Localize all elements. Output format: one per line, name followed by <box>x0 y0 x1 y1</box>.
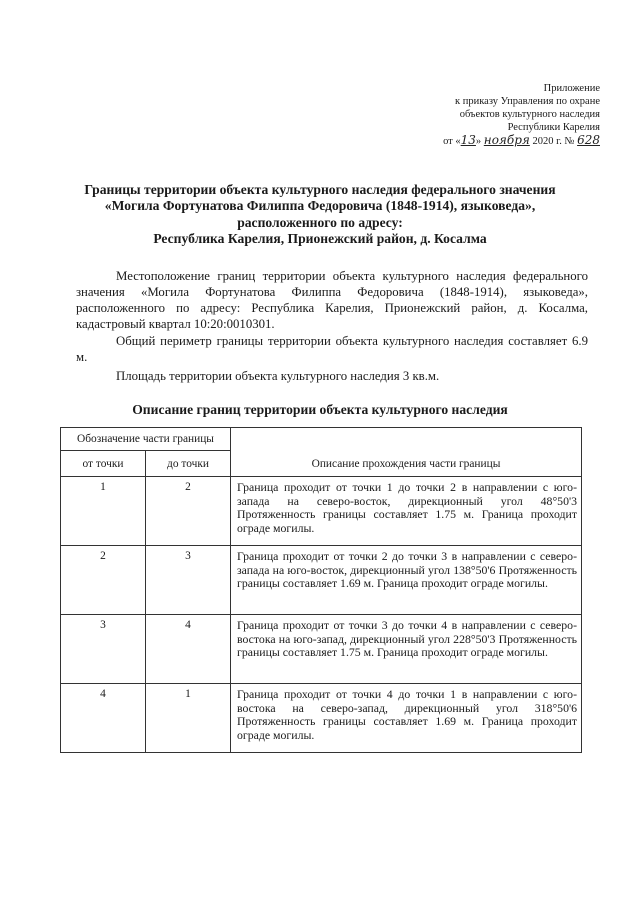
segment-description: Граница проходит от точки 3 до точки 4 в направлении с северо-востока на юго-запад, дирекционный угол 228°50'3 Протяженность границы составляет 1.75 м. Граница проходит ограде могилы. <box>231 615 582 684</box>
date-prefix: от « <box>443 136 461 147</box>
to-point: 1 <box>146 684 231 753</box>
appendix-line-3: объектов культурного наследия <box>459 109 600 120</box>
area-paragraph: Площадь территории объекта культурного наследия 3 кв.м. <box>116 369 440 383</box>
segment-description: Граница проходит от точки 2 до точки 3 в направлении с северо-запада на юго-восток, дирекционный угол 138°50'6 Протяженность границы составляет 1.69 м. Граница проходит ограде могилы. <box>231 546 582 615</box>
header-to-point: до точки <box>146 451 231 477</box>
order-date-line <box>380 134 600 148</box>
order-year: 2020 г. № <box>532 136 575 147</box>
boundaries-table <box>60 427 582 753</box>
table-row <box>61 546 582 615</box>
date-mid: » <box>475 136 482 147</box>
title-line-1: Границы территории объекта культурного наследия федерального значения <box>84 182 556 197</box>
table-title: Описание границ территории объекта культурного наследия <box>132 402 508 417</box>
location-paragraph: Местоположение границ территории объекта культурного наследия федерального значения «Могила Фортунатова Филиппа Федоровича (1848-1914), языковеда», расположенного по адресу: Республика Карелия, Прионежский район, д. Косалма, кадастровый квартал 10:20:0010301. <box>76 269 588 331</box>
to-point: 2 <box>146 477 231 546</box>
order-month: ноября <box>483 133 530 147</box>
appendix-line-1: Приложение <box>543 83 600 94</box>
appendix-line-4: Республики Карелия <box>507 122 600 133</box>
title-line-3: расположенного по адресу: <box>237 214 403 230</box>
title-line-4: Республика Карелия, Прионежский район, д. Косалма <box>153 231 487 247</box>
to-point: 3 <box>146 546 231 615</box>
header-from-point: от точки <box>61 451 146 477</box>
from-point: 1 <box>61 477 146 546</box>
appendix-block <box>380 82 600 148</box>
document-title <box>70 182 570 248</box>
table-row <box>61 615 582 684</box>
appendix-line-2: к приказу Управления по охране <box>455 96 600 107</box>
segment-description: Граница проходит от точки 1 до точки 2 в направлении с юго-запада на северо-восток, дирекционный угол 48°50'3 Протяженность границы составляет 1.75 м. Граница проходит ограде могилы. <box>231 477 582 546</box>
from-point: 2 <box>61 546 146 615</box>
perimeter-paragraph: Общий периметр границы территории объекта культурного наследия составляет 6.9 м. <box>76 334 588 364</box>
segment-description: Граница проходит от точки 4 до точки 1 в направлении с юго-востока на северо-запад, дирекционный угол 318°50'6 Протяженность границы составляет 1.69 м. Граница проходит ограде могилы. <box>231 684 582 753</box>
from-point: 4 <box>61 684 146 753</box>
from-point: 3 <box>61 615 146 684</box>
table-row <box>61 684 582 753</box>
header-description: Описание прохождения части границы <box>231 428 582 477</box>
to-point: 4 <box>146 615 231 684</box>
title-line-2: «Могила Фортунатова Филиппа Федоровича (1848-1914), языковеда», <box>104 198 536 214</box>
header-boundary-part: Обозначение части границы <box>61 428 231 451</box>
order-number: 628 <box>577 133 600 147</box>
table-row <box>61 477 582 546</box>
order-day: 13 <box>460 133 476 147</box>
